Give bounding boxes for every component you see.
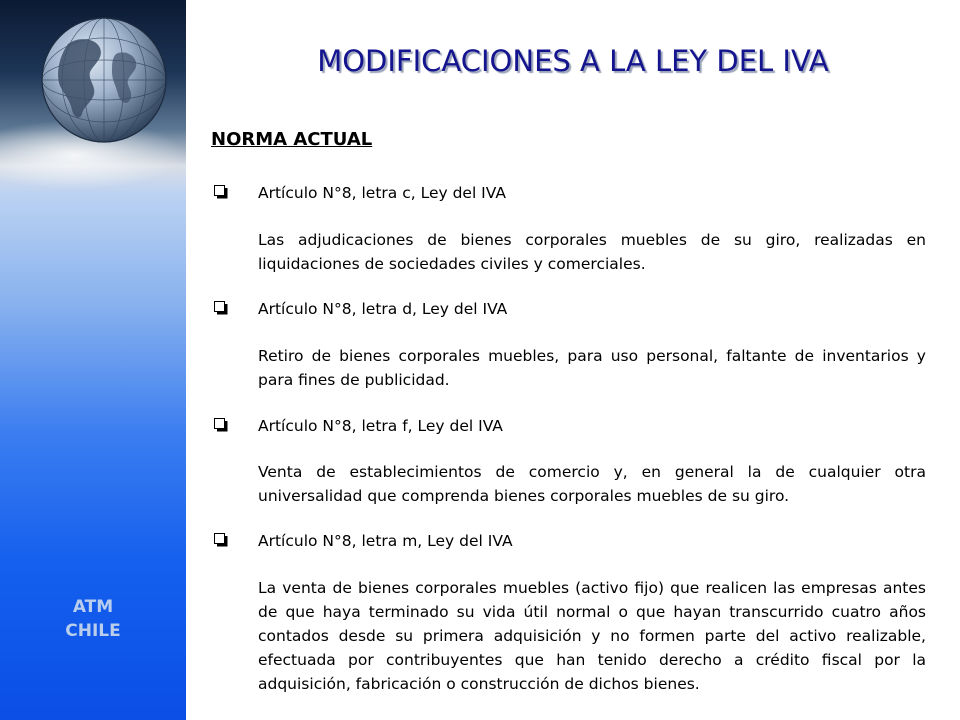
sidebar-label-line2: CHILE: [65, 621, 121, 641]
item-description-1: Las adjudicaciones de bienes corporales muebles de su giro, realizadas en liquidaciones de sociedades civiles y comerciales.: [258, 231, 926, 273]
sidebar: [0, 0, 186, 720]
item-title-2: Artículo N°8, letra d, Ley del IVA: [258, 300, 508, 318]
item-description-4: La venta de bienes corporales muebles (activo fijo) que realicen las empresas antes de que haya terminado su vida útil normal o que hayan transcurrido cuatro años contados desde su primera adquisición y no formen parte del activo realizable, efectuada por contribuyentes que han tenido derecho a crédito fiscal por la adquisición, fabricación o construcción de dichos bienes.: [258, 579, 926, 693]
item-title-3: Artículo N°8, letra f, Ley del IVA: [258, 417, 503, 435]
checkbox-bullet-icon: [214, 301, 228, 315]
item-description-3: Venta de establecimientos de comercio y, en general la de cualquier otra universalidad que comprenda bienes corporales muebles de su giro.: [258, 463, 926, 505]
sidebar-label-line1: ATM: [72, 597, 114, 617]
checkbox-bullet-icon: [214, 418, 228, 432]
section-heading: NORMA ACTUAL: [211, 129, 373, 150]
slide-title: MODIFICACIONES A LA LEY DEL IVA: [317, 44, 829, 78]
checkbox-bullet-icon: [214, 185, 228, 199]
globe-icon: [38, 14, 170, 146]
item-title-1: Artículo N°8, letra c, Ley del IVA: [258, 184, 506, 202]
checkbox-bullet-icon: [214, 533, 228, 547]
item-description-2: Retiro de bienes corporales muebles, para uso personal, faltante de inventarios y para fines de publicidad.: [258, 347, 926, 389]
item-title-4: Artículo N°8, letra m, Ley del IVA: [258, 532, 513, 550]
